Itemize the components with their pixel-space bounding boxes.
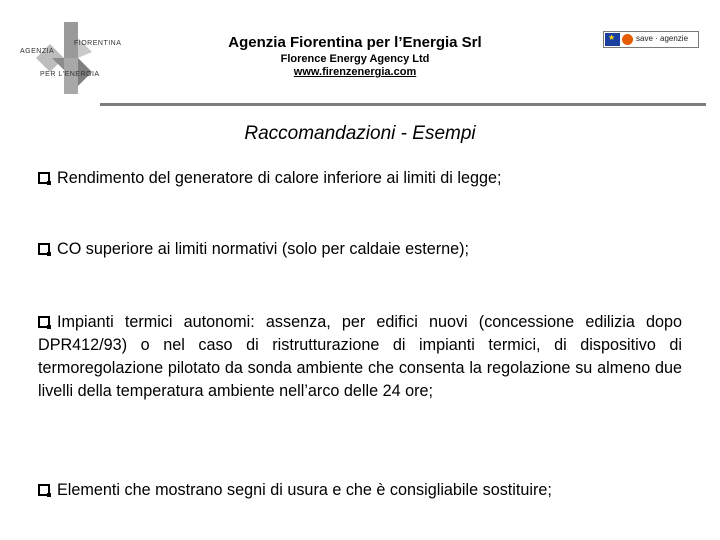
eu-flag-icon: ★ (605, 33, 620, 46)
list-item-text: Impianti termici autonomi: assenza, per edifici nuovi (concessione edilizia dopo DPR412/93) o nel caso di ristrutturazione di impianti termici, di dispositivo di termoregolazione pilotato da sonda ambiente che consenta la regolazione su almeno due livelli della temperatura ambiente nell’arco delle 24 ore; (38, 313, 682, 400)
badge-label: save · agenzie (636, 34, 689, 43)
header-block (200, 34, 510, 79)
checkbox-bullet-icon (38, 484, 50, 496)
list-item (38, 167, 682, 190)
logo-text-fiorentina: FIORENTINA (74, 40, 122, 47)
save-agenzie-badge (603, 31, 699, 48)
list-item (38, 311, 682, 403)
checkbox-bullet-icon (38, 243, 50, 255)
logo-text-energia: PER L'ENERGIA (40, 71, 100, 78)
checkbox-bullet-icon (38, 316, 50, 328)
checkbox-bullet-icon (38, 172, 50, 184)
logo-text-agenzia: AGENZIA (20, 48, 55, 55)
slide-title: Raccomandazioni - Esempi (244, 123, 476, 144)
list-item-text: Elementi che mostrano segni di usura e che è consigliabile sostituire; (57, 481, 552, 499)
list-item-text: CO superiore ai limiti normativi (solo per caldaie esterne); (57, 240, 470, 258)
list-item (38, 479, 682, 502)
save-logo-icon (622, 34, 633, 45)
agency-website-link[interactable]: www.firenzenergia.com (293, 66, 417, 78)
list-item-text: Rendimento del generatore di calore inferiore ai limiti di legge; (57, 169, 502, 187)
agency-subtitle: Florence Energy Agency Ltd (280, 53, 430, 65)
agency-logo (14, 18, 124, 96)
agency-title: Agenzia Fiorentina per l’Energia Srl (228, 34, 482, 51)
agency-logo-mark (14, 18, 124, 96)
header-divider (100, 103, 706, 106)
list-item (38, 238, 682, 261)
